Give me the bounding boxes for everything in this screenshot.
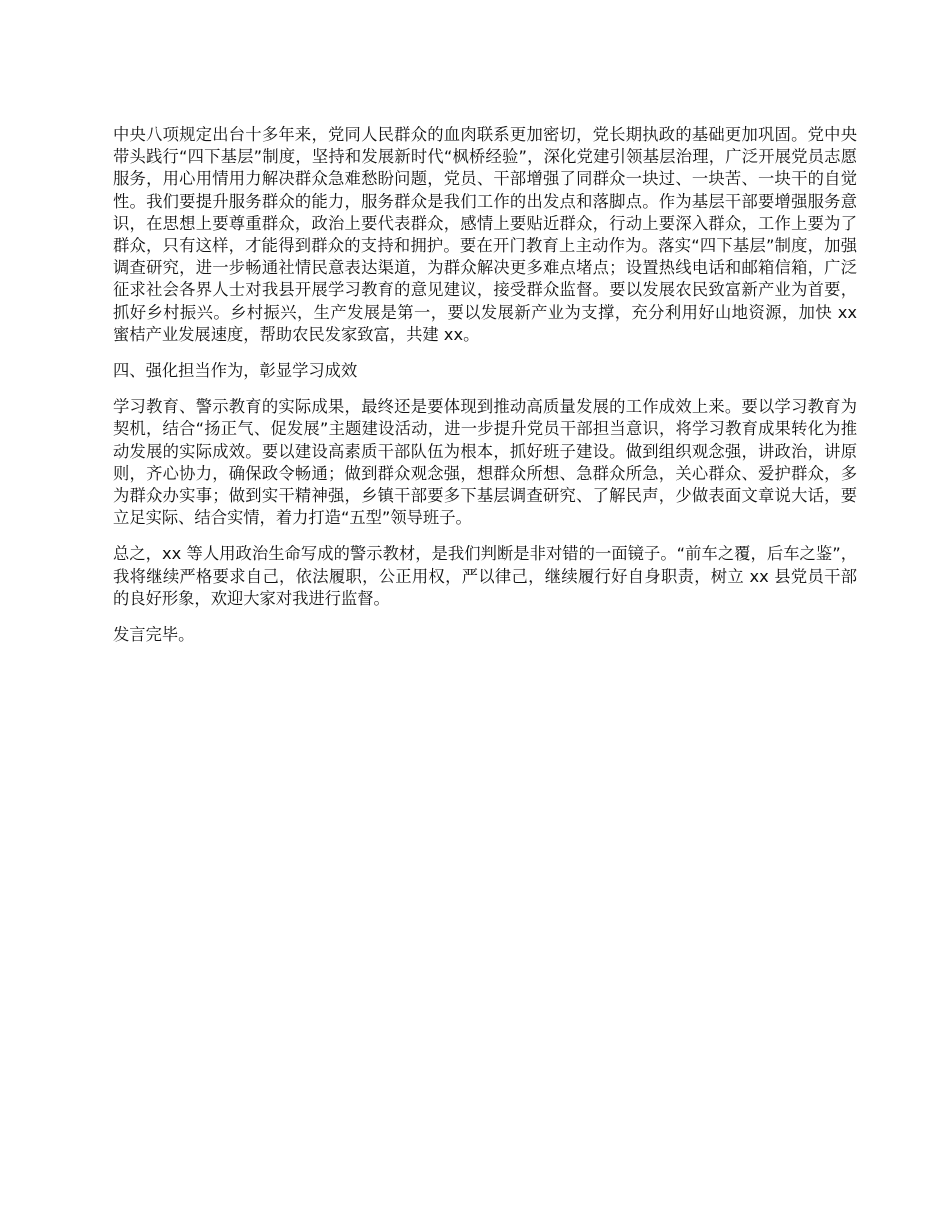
document-body [113, 124, 857, 660]
paragraph-service-masses: 中央八项规定出台十多年来，党同人民群众的血肉联系更加密切，党长期执政的基础更加巩固。党中央带头践行“四下基层”制度，坚持和发展新时代“枫桥经验”，深化党建引领基层治理，广泛开展党员志愿服务，用心用情用力解决群众急难愁盼问题，党员、干部增强了同群众一块过、一块苦、一块干的自觉性。我们要提升服务群众的能力，服务群众是我们工作的出发点和落脚点。作为基层干部要增强服务意识，在思想上要尊重群众，政治上要代表群众，感情上要贴近群众，行动上要深入群众，工作上要为了群众，只有这样，才能得到群众的支持和拥护。要在开门教育上主动作为。落实“四下基层”制度，加强调查研究，进一步畅通社情民意表达渠道，为群众解决更多难点堵点；设置热线电话和邮箱信箱，广泛征求社会各界人士对我县开展学习教育的意见建议，接受群众监督。要以发展农民致富新产业为首要，抓好乡村振兴。乡村振兴，生产发展是第一，要以发展新产业为支撑，充分利用好山地资源，加快 xx 蜜桔产业发展速度，帮助农民发家致富，共建 xx。 [113, 125, 857, 344]
paragraph-learning-results: 学习教育、警示教育的实际成果，最终还是要体现到推动高质量发展的工作成效上来。要以学习教育为契机，结合“扬正气、促发展”主题建设活动，进一步提升党员干部担当意识，将学习教育成果转化为推动发展的实际成效。要以建设高素质干部队伍为根本，抓好班子建设。做到组织观念强，讲政治，讲原则，齐心协力，确保政令畅通；做到群众观念强，想群众所想、急群众所急，关心群众、爱护群众，多为群众办实事；做到实干精神强，乡镇干部要多下基层调查研究、了解民声，少做表面文章说大话，要立足实际、结合实情，着力打造“五型”领导班子。 [113, 397, 857, 528]
section-heading-four: 四、强化担当作为，彰显学习成效 [113, 361, 358, 381]
paragraph-closing: 发言完毕。 [113, 625, 195, 645]
paragraph-conclusion: 总之，xx 等人用政治生命写成的警示教材，是我们判断是非对错的一面镜子。“前车之覆，后车之鉴”，我将继续严格要求自己，依法履职，公正用权，严以律己，继续履行好自身职责，树立 xx 县党员干部的良好形象，欢迎大家对我进行监督。 [113, 544, 857, 608]
